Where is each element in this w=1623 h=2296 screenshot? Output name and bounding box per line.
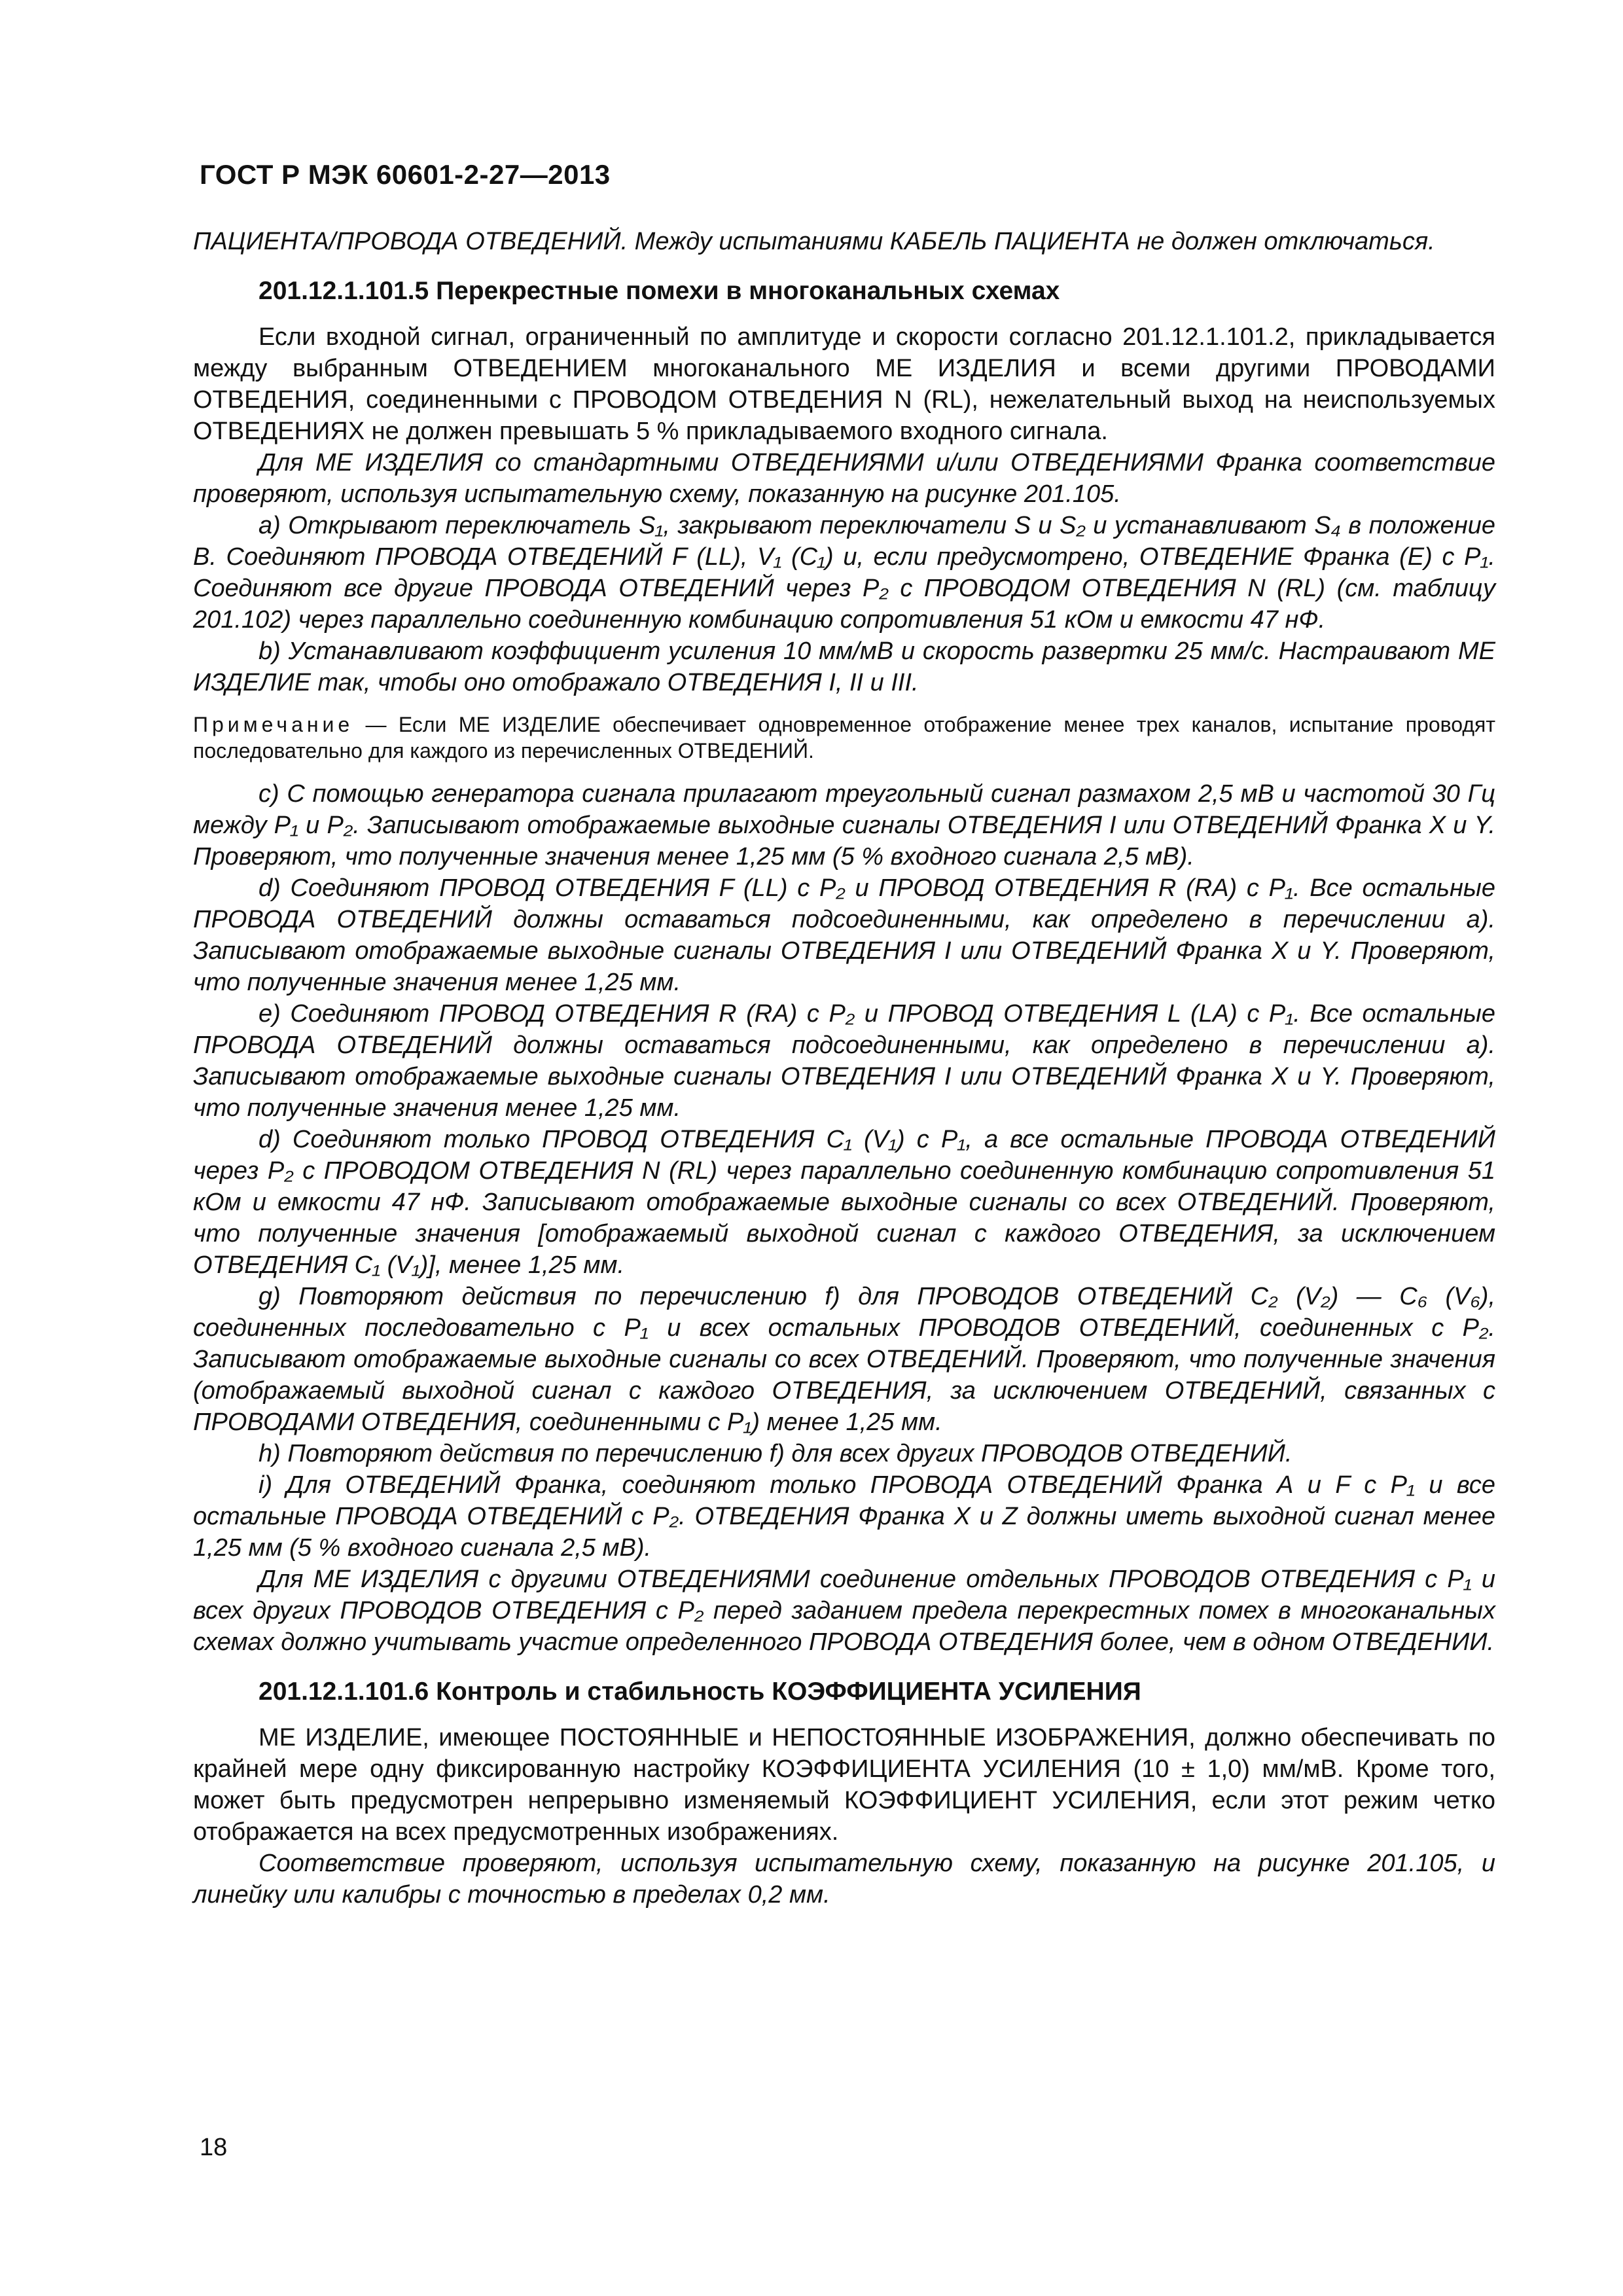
page-content <box>193 226 1495 1910</box>
paragraph-gain-compliance: Соответствие проверяют, используя испытательную схему, показанную на рисунке 201.105, и линейку или калибры с точностью в пределах 0,2 мм. <box>193 1850 1495 1909</box>
list-item-a: a) Открывают переключатель S₁, закрывают переключатели S и S₂ и устанавливают S₄ в положение B. Соединяют ПРОВОДА ОТВЕДЕНИЙ F (LL), V₁ (C₁) и, если предусмотрено, ОТВЕДЕНИЕ Франка (E) с P₁. Соединяют все другие ПРОВОДА ОТВЕДЕНИЙ через P₂ с ПРОВОДОМ ОТВЕДЕНИЯ N (RL) (см. таблицу 201.102) через параллельно соединенную комбинацию сопротивления 51 кОм и емкости 47 нФ. <box>193 512 1495 634</box>
note <box>193 711 1495 764</box>
list-item-d-second: d) Соединяют только ПРОВОД ОТВЕДЕНИЯ C₁ (V₁) с P₁, а все остальные ПРОВОДА ОТВЕДЕНИЙ через P₂ с ПРОВОДОМ ОТВЕДЕНИЯ N (RL) через параллельно соединенную комбинацию сопротивления 51 кОм и емкости 47 нФ. Записывают отображаемые выходные сигналы со всех ОТВЕДЕНИЙ. Проверяют, что полученные значения [отображаемый выходной сигнал с каждого ОТВЕДЕНИЯ, за исключением ОТВЕДЕНИЯ C₁ (V₁)], менее 1,25 мм. <box>193 1126 1495 1279</box>
section-heading-crosstalk: 201.12.1.101.5 Перекрестные помехи в многоканальных схемах <box>259 277 1060 305</box>
paragraph-crosstalk-compliance: Для МЕ ИЗДЕЛИЯ со стандартными ОТВЕДЕНИЯМИ и/или ОТВЕДЕНИЯМИ Франка соответствие проверяют, используя испытательную схему, показанную на рисунке 201.105. <box>193 449 1495 508</box>
section-heading-gain: 201.12.1.101.6 Контроль и стабильность КОЭФФИЦИЕНТА УСИЛЕНИЯ <box>259 1677 1141 1706</box>
list-item-c: c) С помощью генератора сигнала прилагают треугольный сигнал размахом 2,5 мВ и частотой 30 Гц между P₁ и P₂. Записывают отображаемые выходные сигналы ОТВЕДЕНИЯ I или ОТВЕДЕНИЙ Франка X и Y. Проверяют, что полученные значения менее 1,25 мм (5 % входного сигнала 2,5 мВ). <box>193 780 1495 870</box>
list-item-b: b) Устанавливают коэффициент усиления 10 мм/мВ и скорость развертки 25 мм/с. Настраивают МЕ ИЗДЕЛИЕ так, чтобы оно отображало ОТВЕДЕНИЯ I, II и III. <box>193 637 1495 696</box>
list-item-h: h) Повторяют действия по перечислению f) для всех других ПРОВОДОВ ОТВЕДЕНИЙ. <box>259 1440 1293 1467</box>
note-text: — Если МЕ ИЗДЕЛИЕ обеспечивает одновременное отображение менее трех каналов, испытание проводят последовательно для каждого из перечисленных ОТВЕДЕНИЙ. <box>193 713 1495 762</box>
paragraph-other-leads: Для МЕ ИЗДЕЛИЯ с другими ОТВЕДЕНИЯМИ соединение отдельных ПРОВОДОВ ОТВЕДЕНИЯ с P₁ и всех других ПРОВОДОВ ОТВЕДЕНИЯ с P₂ перед заданием предела перекрестных помех в многоканальных схемах должно учитывать участие определенного ПРОВОДА ОТВЕДЕНИЯ более, чем в одном ОТВЕДЕНИИ. <box>193 1566 1495 1656</box>
list-item-e: e) Соединяют ПРОВОД ОТВЕДЕНИЯ R (RA) с P₂ и ПРОВОД ОТВЕДЕНИЯ L (LA) с P₁. Все остальные ПРОВОДА ОТВЕДЕНИЙ должны оставаться подсоединенными, как определено в перечислении а). Записывают отображаемые выходные сигналы ОТВЕДЕНИЯ I или ОТВЕДЕНИЙ Франка X и Y. Проверяют, что полученные значения менее 1,25 мм. <box>193 1000 1495 1122</box>
list-item-i: i) Для ОТВЕДЕНИЙ Франка, соединяют только ПРОВОДА ОТВЕДЕНИЙ Франка А и F с P₁ и все остальные ПРОВОДА ОТВЕДЕНИЙ с P₂. ОТВЕДЕНИЯ Франка X и Z должны иметь выходной сигнал менее 1,25 мм (5 % входного сигнала 2,5 мВ). <box>193 1471 1495 1562</box>
note-label: Примечание <box>193 713 354 736</box>
paragraph-crosstalk-requirement: Если входной сигнал, ограниченный по амплитуде и скорости согласно 201.12.1.101.2, прикладывается между выбранным ОТВЕДЕНИЕМ многоканального МЕ ИЗДЕЛИЯ и всеми другими ПРОВОДАМИ ОТВЕДЕНИЯ, соединенными с ПРОВОДОМ ОТВЕДЕНИЯ N (RL), нежелательный выход на неиспользуемых ОТВЕДЕНИЯХ не должен превышать 5 % прикладываемого входного сигнала. <box>193 323 1495 445</box>
paragraph-intro: ПАЦИЕНТА/ПРОВОДА ОТВЕДЕНИЙ. Между испытаниями КАБЕЛЬ ПАЦИЕНТА не должен отключаться. <box>193 228 1435 255</box>
paragraph-gain-requirement: МЕ ИЗДЕЛИЕ, имеющее ПОСТОЯННЫЕ и НЕПОСТОЯННЫЕ ИЗОБРАЖЕНИЯ, должно обеспечивать по крайней мере одну фиксированную настройку КОЭФФИЦИЕНТА УСИЛЕНИЯ (10 ± 1,0) мм/мВ. Кроме того, может быть предусмотрен непрерывно изменяемый КОЭФФИЦИЕНТ УСИЛЕНИЯ, если этот режим четко отображается на всех предусмотренных изображениях. <box>193 1724 1495 1846</box>
list-item-d: d) Соединяют ПРОВОД ОТВЕДЕНИЯ F (LL) с P₂ и ПРОВОД ОТВЕДЕНИЯ R (RA) с P₁. Все остальные ПРОВОДА ОТВЕДЕНИЙ должны оставаться подсоединенными, как определено в перечислении а). Записывают отображаемые выходные сигналы ОТВЕДЕНИЯ I или ОТВЕДЕНИЙ Франка X и Y. Проверяют, что полученные значения менее 1,25 мм. <box>193 874 1495 996</box>
list-item-g: g) Повторяют действия по перечислению f) для ПРОВОДОВ ОТВЕДЕНИЙ C₂ (V₂) — C₆ (V₆), соединенных последовательно с P₁ и всех остальных ПРОВОДОВ ОТВЕДЕНИЙ, соединенных с P₂. Записывают отображаемые выходные сигналы со всех ОТВЕДЕНИЙ. Проверяют, что полученные значения (отображаемый выходной сигнал с каждого ОТВЕДЕНИЯ, за исключением ОТВЕДЕНИЙ, связанных с ПРОВОДАМИ ОТВЕДЕНИЯ, соединенными с P₁) менее 1,25 мм. <box>193 1283 1495 1436</box>
document-code-header: ГОСТ Р МЭК 60601-2-27—2013 <box>200 159 611 190</box>
page-number: 18 <box>200 2134 228 2161</box>
